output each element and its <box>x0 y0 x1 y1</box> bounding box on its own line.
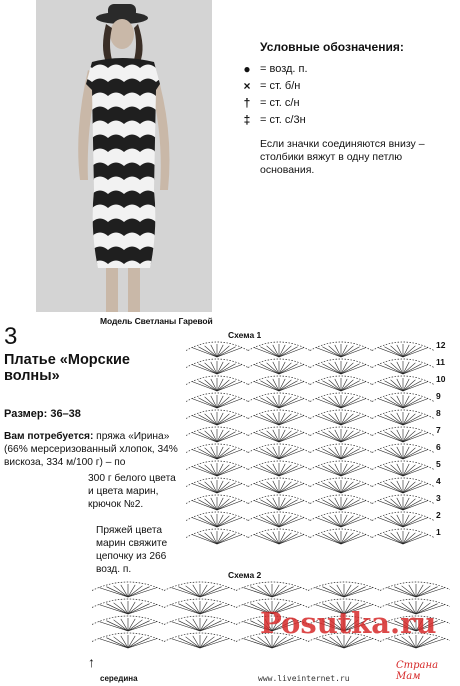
row-number: 7 <box>436 425 441 435</box>
legend-label: = ст. с/3н <box>260 113 306 126</box>
center-label: середина <box>100 674 138 683</box>
row-number: 2 <box>436 510 441 520</box>
legend-row-dc <box>238 94 458 111</box>
legend-label: = ст. б/н <box>260 79 301 92</box>
legend <box>238 40 458 177</box>
size-label: Размер: 36–38 <box>4 408 81 420</box>
requirements-label: Вам потребуется: <box>4 431 94 442</box>
scheme2-label: Схема 2 <box>228 570 262 580</box>
scheme1-diagram <box>186 338 434 548</box>
scheme1-label: Схема 1 <box>228 330 262 340</box>
row-number: 4 <box>436 476 441 486</box>
row-number: 11 <box>436 357 445 367</box>
legend-label: = возд. п. <box>260 62 308 75</box>
model-photo <box>36 0 212 312</box>
watermark-text: Posutka.ru <box>260 606 437 640</box>
row-number: 9 <box>436 391 441 401</box>
row-number: 10 <box>436 374 446 384</box>
legend-row-sc <box>238 77 458 94</box>
watermark-site: www.liveinternet.ru <box>258 674 350 683</box>
dress-illustration <box>36 0 212 312</box>
requirements-text-2: 300 г белого цвета и цвета марин, крючок №2. <box>88 473 176 510</box>
row-number: 12 <box>436 340 446 350</box>
legend-note: Если значки соединяются внизу – столбики вяжут в одну петлю основания. <box>260 138 425 176</box>
row-number: 6 <box>436 442 441 452</box>
requirements <box>4 430 180 469</box>
row-number: 3 <box>436 493 441 503</box>
dagger-icon: † <box>243 95 251 110</box>
legend-row-dtr <box>238 111 458 128</box>
legend-label: = ст. с/н <box>260 96 300 109</box>
arrow-up-icon: ↑ <box>88 654 95 670</box>
legend-row-chain <box>238 60 458 77</box>
yarn-note: Пряжей цвета марин свяжите цепочку из 266 возд. п. <box>96 525 168 575</box>
row-number: 5 <box>436 459 441 469</box>
photo-caption: Модель Светланы Гаревой <box>100 316 213 326</box>
legend-title: Условные обозначения: <box>260 40 404 54</box>
cross-icon: × <box>243 78 251 93</box>
dot-icon: ● <box>243 61 251 76</box>
double-dagger-icon: ‡ <box>243 112 251 127</box>
article-title: Платье «Морские волны» <box>4 352 130 384</box>
watermark-brand: Страна Мам <box>396 660 439 682</box>
row-number: 1 <box>436 527 441 537</box>
requirements-text: пряжа «Ирина» (66% мерсеризованный хлопок, 34% вискоза, 334 м/100 г) – по <box>4 431 178 468</box>
section-number: 3 <box>4 323 18 350</box>
row-number: 8 <box>436 408 441 418</box>
